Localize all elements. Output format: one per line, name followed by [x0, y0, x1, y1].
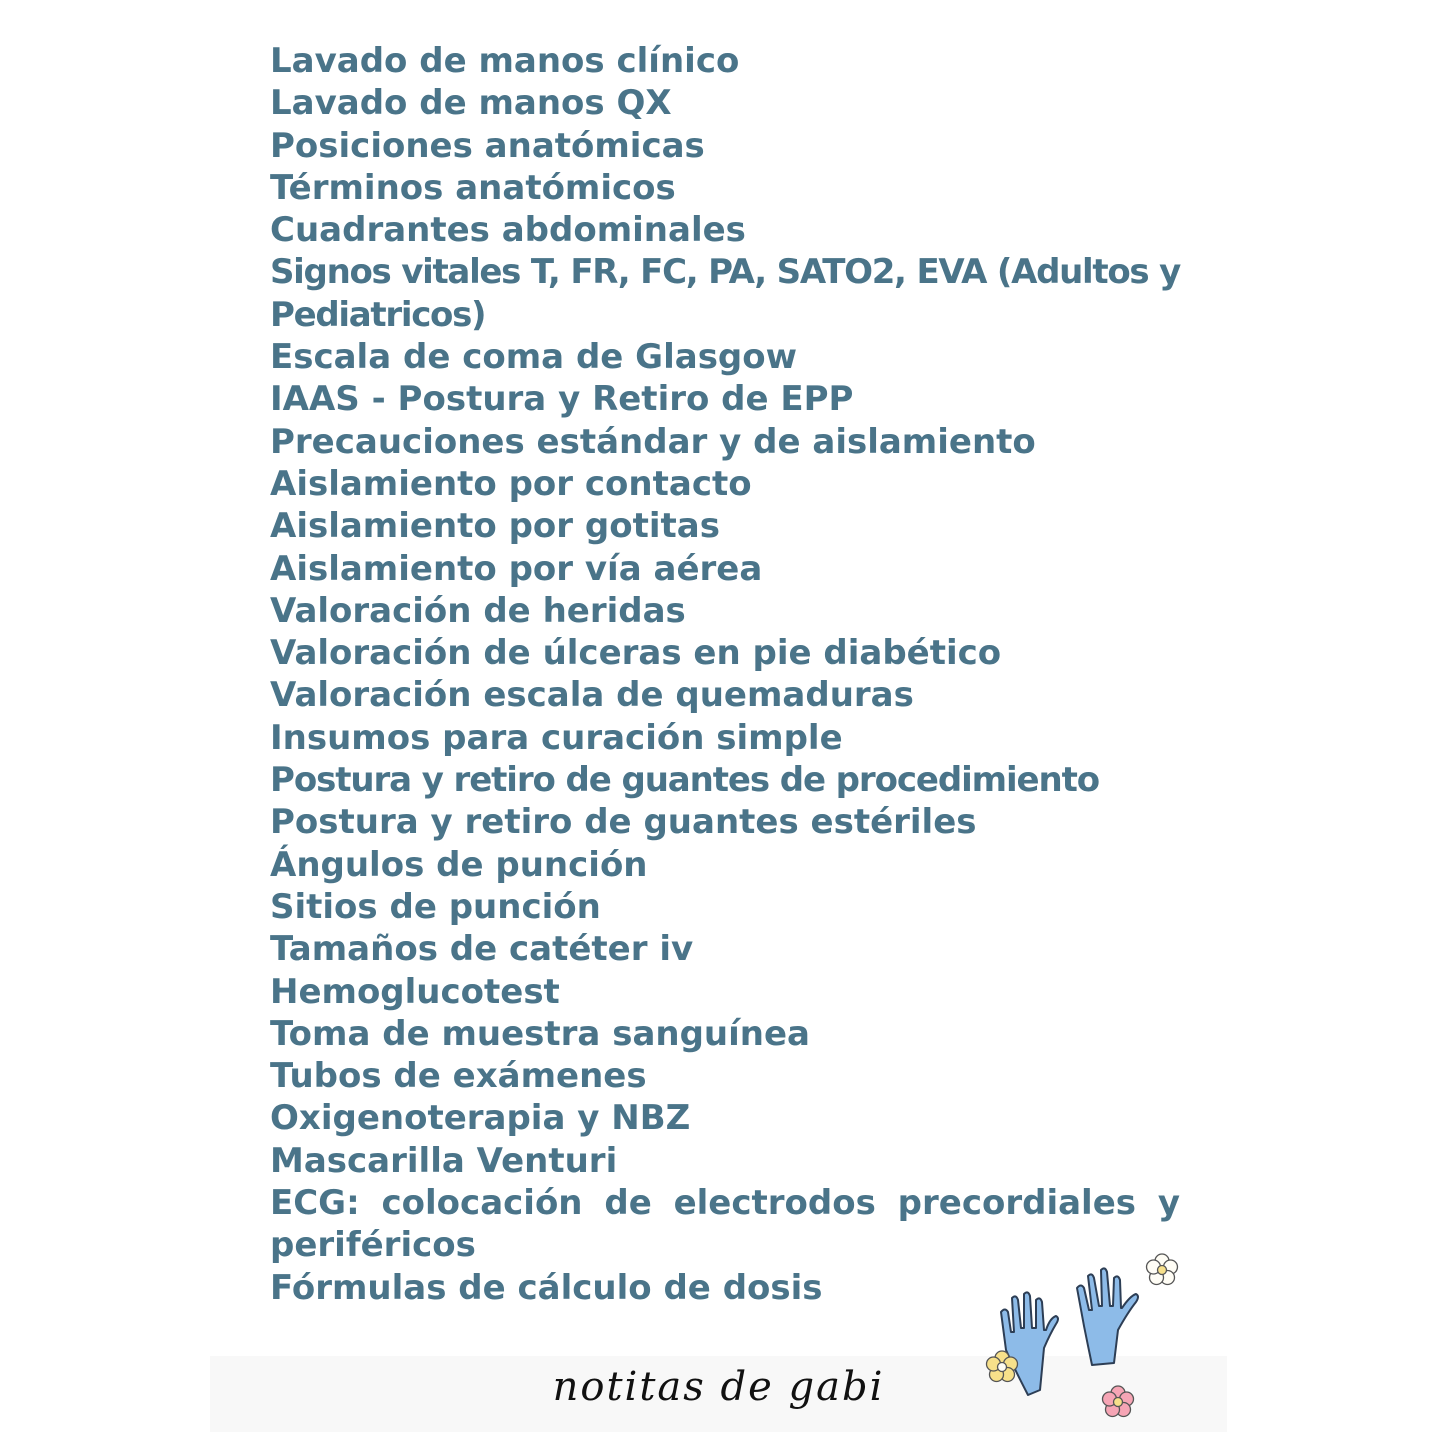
topic-item: IAAS - Postura y Retiro de EPP: [270, 379, 854, 420]
topic-item: Insumos para curación simple: [270, 717, 843, 758]
topic-item: Postura y retiro de guantes de procedimiento: [270, 760, 1099, 801]
topic-item: Cuadrantes abdominales: [270, 210, 746, 251]
flower-icon: [1103, 1386, 1134, 1417]
topic-item: Escala de coma de Glasgow: [270, 337, 798, 378]
topic-item: Términos anatómicos: [270, 167, 676, 208]
decoration: [980, 1250, 1180, 1430]
topic-item: Posiciones anatómicas: [270, 125, 705, 166]
topic-item: Mascarilla Venturi: [270, 1140, 618, 1181]
topic-item: Tamaños de catéter iv: [270, 929, 694, 970]
topic-item: Ángulos de punción: [270, 844, 648, 885]
signature: notitas de gabi: [552, 1364, 885, 1410]
topic-item: Precauciones estándar y de aislamiento: [270, 421, 1036, 462]
topic-item: Postura y retiro de guantes estériles: [270, 802, 977, 843]
topic-item: Hemoglucotest: [270, 971, 560, 1012]
topic-item: Valoración de úlceras en pie diabético: [270, 633, 1002, 674]
topic-item: Oxigenoterapia y NBZ: [270, 1098, 691, 1139]
topic-item: Sitios de punción: [270, 886, 601, 927]
topic-item: Valoración escala de quemaduras: [270, 675, 914, 716]
flower-icon: [1147, 1254, 1178, 1285]
topic-item: Aislamiento por gotitas: [270, 506, 720, 547]
topic-list: [270, 40, 1180, 1309]
topic-item: Valoración de heridas: [270, 590, 686, 631]
topic-item: ECG: colocación de electrodos precordiales y periféricos: [270, 1183, 1180, 1266]
topic-item: Aislamiento por contacto: [270, 463, 752, 504]
topic-item: Lavado de manos QX: [270, 83, 672, 124]
topic-item: Fórmulas de cálculo de dosis: [270, 1267, 823, 1308]
topic-item: Signos vitales T, FR, FC, PA, SATO2, EVA (Adultos y Pediatricos): [270, 252, 1180, 335]
topic-item: Lavado de manos clínico: [270, 41, 740, 81]
topic-item: Tubos de exámenes: [270, 1056, 647, 1097]
topic-item: Aislamiento por vía aérea: [270, 548, 763, 589]
glove-icon: [1077, 1268, 1138, 1365]
topic-item: Toma de muestra sanguínea: [270, 1013, 810, 1054]
